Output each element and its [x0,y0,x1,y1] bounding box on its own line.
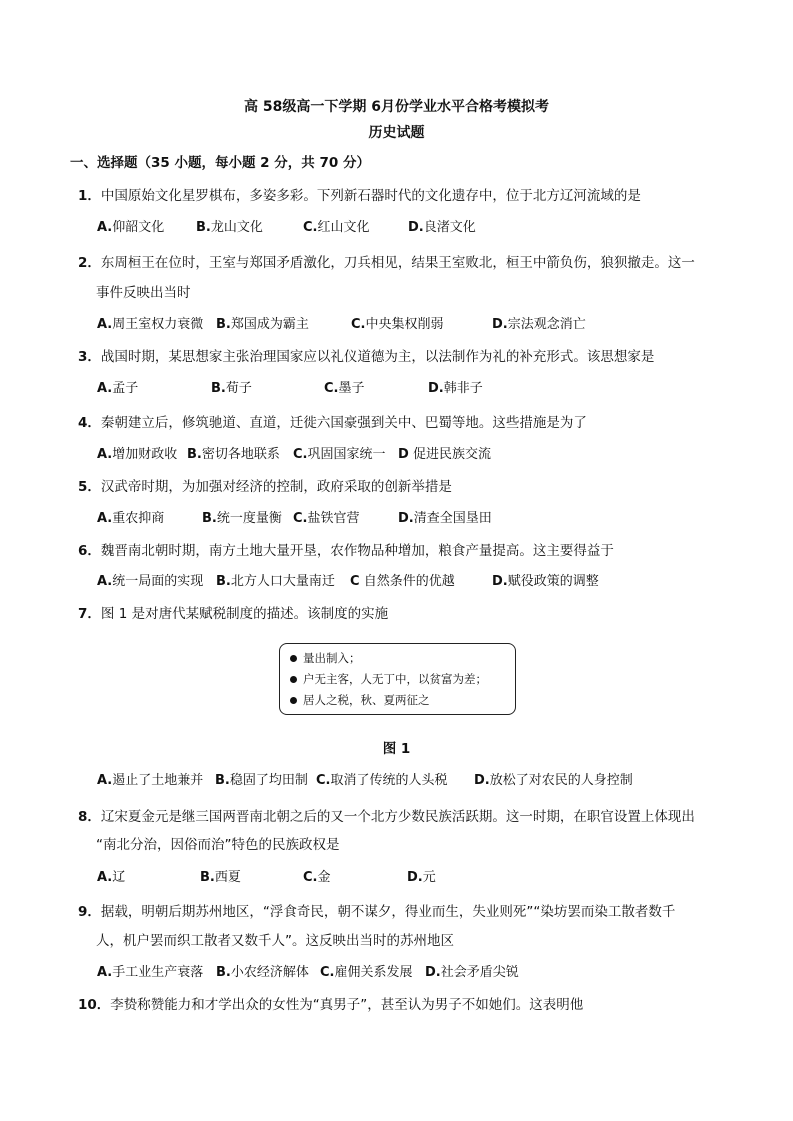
section-heading: 一、选择题（35 小题，每小题 2 分，共 70 分） [70,155,370,171]
q8-option-a: A.辽 [97,870,126,885]
question-9: 9．据载，明朝后期苏州地区，“浮食奇民，朝不谋夕，得业而生，失业则死”“染坊罢而染工散者数千 [78,904,676,920]
q7-option-b: B.稳固了均田制 [215,773,308,788]
q4-option-c: C.巩固国家统一 [293,447,386,462]
figure-1-box [279,643,516,715]
q7-option-c: C.取消了传统的人头税 [316,773,448,788]
q6-option-b: B.北方人口大量南迁 [216,574,335,589]
figure-1-line-1: 量出制入； [290,650,361,666]
q4-option-a: A.增加财政收 [97,447,178,462]
q9-option-d: D.社会矛盾尖锐 [425,965,519,980]
q6-option-d: D.赋役政策的调整 [492,574,599,589]
q9-option-b: B.小农经济解体 [216,965,309,980]
q2-option-d: D.宗法观念消亡 [492,317,586,332]
question-3: 3．战国时期，某思想家主张治理国家应以礼仪道德为主，以法制作为礼的补充形式。该思想家是 [78,349,655,365]
q7-option-a: A.遏止了土地兼并 [97,773,204,788]
q8-option-c: C.金 [303,870,331,885]
q9-option-a: A.手工业生产衰落 [97,965,204,980]
q3-option-d: D.韩非子 [428,381,483,396]
q1-option-c: C.红山文化 [303,220,370,235]
exam-subject: 历史试题 [368,125,425,141]
q5-option-c: C.盐铁官营 [293,511,360,526]
question-2: 2．东周桓王在位时，王室与郑国矛盾激化，刀兵相见，结果王室败北，桓王中箭负伤，狼狈撤走。这一 [78,255,695,271]
q5-option-b: B.统一度量衡 [202,511,282,526]
question-10: 10．李贽称赞能力和才学出众的女性为“真男子”，甚至认为男子不如她们。这表明他 [78,997,584,1013]
question-2-line-2: 事件反映出当时 [96,285,191,301]
figure-1-caption: 图 1 [382,741,411,757]
question-4: 4．秦朝建立后，修筑驰道、直道，迁徙六国豪强到关中、巴蜀等地。这些措施是为了 [78,415,587,431]
q1-option-a: A.仰韶文化 [97,220,165,235]
q6-option-c: C 自然条件的优越 [350,574,455,589]
q4-option-b: B.密切各地联系 [187,447,280,462]
q7-option-d: D.放松了对农民的人身控制 [474,773,633,788]
figure-1-line-3: 居人之税，秋、夏两征之 [290,692,430,708]
figure-1-line-2: 户无主客，人无丁中，以贫富为差； [290,671,487,687]
bullet-icon [290,697,297,704]
bullet-icon [290,655,297,662]
question-5: 5．汉武帝时期，为加强对经济的控制，政府采取的创新举措是 [78,479,452,495]
q5-option-d: D.清查全国垦田 [398,511,492,526]
question-1: 1．中国原始文化星罗棋布，多姿多彩。下列新石器时代的文化遗存中，位于北方辽河流域的是 [78,188,641,204]
question-8-line-2: “南北分治，因俗而治”特色的民族政权是 [96,837,340,853]
q2-option-a: A.周王室权力衰微 [97,317,204,332]
q1-option-b: B.龙山文化 [196,220,263,235]
q9-option-c: C.雇佣关系发展 [320,965,413,980]
q1-option-d: D.良渚文化 [408,220,476,235]
q3-option-c: C.墨子 [324,381,365,396]
q5-option-a: A.重农抑商 [97,511,165,526]
exam-title: 高 58级高一下学期 6月份学业水平合格考模拟考 [244,99,549,115]
q3-option-b: B.荀子 [211,381,252,396]
question-8: 8．辽宋夏金元是继三国两晋南北朝之后的又一个北方少数民族活跃期。这一时期，在职官设置上体现出 [78,809,695,825]
q8-option-b: B.西夏 [200,870,241,885]
question-9-line-2: 人，机户罢而织工散者又数千人”。这反映出当时的苏州地区 [96,933,454,949]
question-7: 7．图 1 是对唐代某赋税制度的描述。该制度的实施 [78,606,389,622]
q4-option-d: D 促进民族交流 [398,447,491,462]
bullet-icon [290,676,297,683]
q6-option-a: A.统一局面的实现 [97,574,204,589]
q3-option-a: A.孟子 [97,381,139,396]
question-6: 6．魏晋南北朝时期，南方土地大量开垦，农作物品种增加，粮食产量提高。这主要得益于 [78,543,614,559]
q2-option-c: C.中央集权削弱 [351,317,444,332]
q8-option-d: D.元 [407,870,436,885]
q2-option-b: B.郑国成为霸主 [216,317,309,332]
